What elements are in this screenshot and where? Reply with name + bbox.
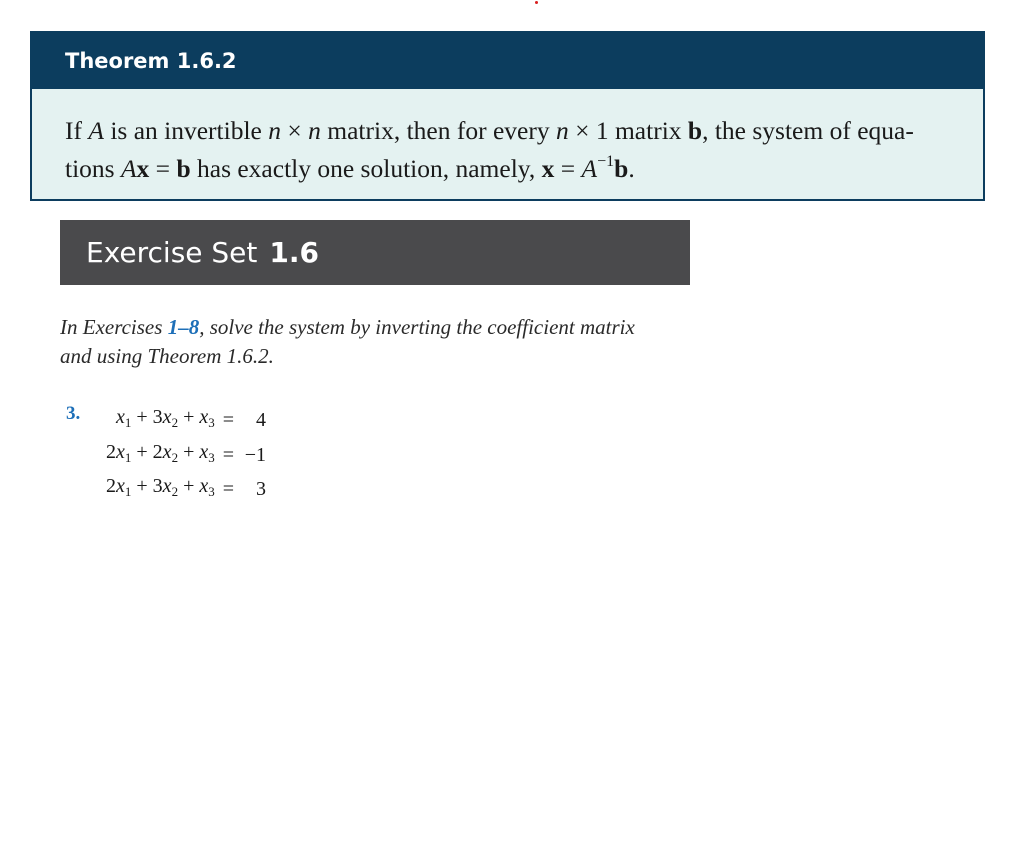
variable-symbol: n: [308, 116, 321, 145]
equals-sign: =: [222, 478, 235, 500]
subscript: 1: [124, 484, 132, 499]
subscript: 3: [208, 415, 215, 430]
equation-row: [106, 403, 266, 438]
variable: x: [162, 440, 172, 463]
equation-rhs: −1: [244, 443, 267, 466]
variable: x: [199, 475, 209, 497]
subscript: 2: [171, 484, 179, 499]
instructions-text: In Exercises: [60, 315, 168, 339]
equation-lhs: [106, 472, 215, 507]
operator: + 2: [131, 440, 163, 463]
theorem-text: If: [65, 116, 89, 145]
equation-system: [106, 403, 266, 507]
theorem-text: is an invertible: [103, 116, 269, 145]
equation-lhs: [106, 438, 215, 473]
equation-row: [106, 472, 266, 507]
theorem-text: ×: [280, 116, 309, 145]
operator: +: [178, 475, 200, 497]
variable: x: [162, 475, 172, 497]
exercise-set-number: 1.6: [269, 236, 319, 269]
theorem-text: has exactly one solution, namely,: [190, 154, 542, 183]
theorem-text: × 1 matrix: [568, 116, 688, 145]
subscript: 2: [171, 415, 179, 430]
vector-symbol: x: [541, 154, 555, 183]
operator: +: [178, 406, 200, 428]
theorem-statement: [32, 89, 983, 184]
operator: +: [178, 440, 200, 463]
subscript: 3: [208, 484, 215, 499]
theorem-text: .: [628, 154, 635, 183]
theorem-line-1: [65, 115, 963, 146]
theorem-text: =: [149, 154, 177, 183]
exercise-instructions: [60, 313, 690, 371]
variable-symbol: n: [268, 116, 281, 145]
variable: x: [199, 440, 209, 463]
instructions-line-2: and using Theorem 1.6.2.: [60, 344, 274, 368]
matrix-symbol: A: [88, 116, 104, 145]
variable: x: [116, 475, 125, 497]
exercise-number: 3.: [66, 403, 81, 424]
instructions-text: , solve the system by inverting the coefficient matrix: [199, 315, 635, 339]
theorem-title: Theorem 1.6.2: [32, 33, 983, 89]
theorem-text: tions: [65, 154, 121, 183]
equation-rhs: 4: [256, 409, 267, 431]
instructions-line-1: [60, 313, 690, 342]
theorem-box: [30, 31, 985, 201]
inverse-superscript: −1: [597, 153, 615, 170]
matrix-symbol: A: [581, 154, 598, 183]
subscript: 1: [124, 449, 132, 465]
equation-row: [106, 438, 266, 473]
equals-sign: =: [222, 409, 235, 431]
equation-rhs: 3: [256, 478, 267, 500]
variable: x: [199, 406, 209, 428]
matrix-symbol: A: [120, 154, 137, 183]
theorem-text: =: [554, 154, 582, 183]
variable: x: [162, 406, 172, 428]
coefficient: 2: [106, 475, 116, 497]
exercise-set-banner: [60, 220, 690, 285]
exercise-set-label: Exercise Set: [86, 236, 258, 269]
subscript: 2: [171, 449, 179, 465]
variable: x: [116, 406, 125, 428]
subscript: 1: [124, 415, 132, 430]
red-marker-dot: [535, 1, 538, 4]
theorem-text: matrix, then for every: [320, 116, 556, 145]
subscript: 3: [208, 449, 215, 465]
variable-symbol: n: [555, 116, 569, 145]
theorem-text: , the system of equa-: [702, 116, 914, 145]
equation-lhs: [106, 403, 215, 438]
coefficient: 2: [106, 440, 116, 463]
vector-symbol: b: [614, 154, 629, 183]
operator: + 3: [131, 406, 163, 428]
vector-symbol: x: [136, 154, 150, 183]
equals-sign: =: [222, 443, 235, 466]
exercise-range-link[interactable]: 1–8: [167, 315, 200, 339]
operator: + 3: [131, 475, 163, 497]
vector-symbol: b: [176, 154, 191, 183]
variable: x: [116, 440, 125, 463]
vector-symbol: b: [687, 116, 703, 145]
theorem-line-2: [65, 146, 963, 184]
